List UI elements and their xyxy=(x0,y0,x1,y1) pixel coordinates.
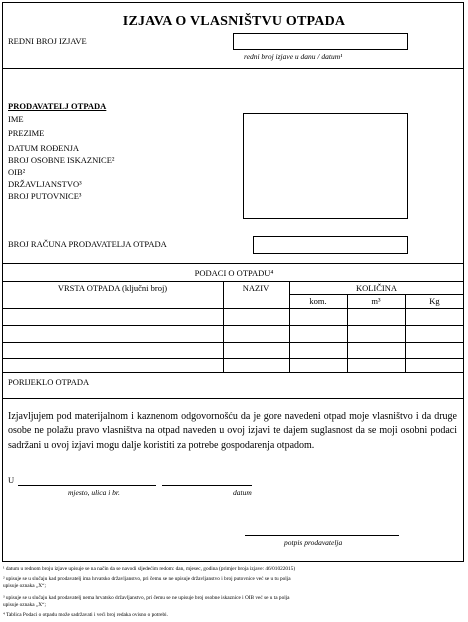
date-line[interactable] xyxy=(162,485,252,486)
redni-broj-hint: redni broj izjave u danu / datum¹ xyxy=(244,52,343,61)
seller-field-drzavljanstvo: DRŽAVLJANSTVO³ xyxy=(8,179,82,189)
divider-3 xyxy=(2,398,464,399)
header-naziv: NAZIV xyxy=(242,283,270,293)
table-subheader-line xyxy=(289,294,464,295)
footnote-2-cont: upisuje oznaka „X“; xyxy=(3,583,46,589)
footnote-3: ³ upisuje se u slučaju kad prodavatelj nema hrvatsko državljanstvo, pri čemu se ne upisuje broj osobne iskaznice i OIB već se u ta polja xyxy=(3,595,290,601)
origin-label: PORIJEKLO OTPADA xyxy=(8,377,90,387)
declaration-text: Izjavljujem pod materijalnom i kaznenom odgovornošću da je gore navedeni otpad moje vlasništvo i da druge osobe ne polažu pravo vlasništva na otpad naveden u ovoj izjavi te dajem suglasnost da se moji osobni podaci sadržani u ovoj izjavi mogu dalje koristiti za potrebe gospodarenja otpadom. xyxy=(8,411,457,451)
header-vrsta-otpada: VRSTA OTPADA (ključni broj) xyxy=(57,283,168,293)
header-kom: kom. xyxy=(309,296,327,306)
table-header-bottom xyxy=(2,308,464,309)
table-col-line-1 xyxy=(223,281,224,372)
date-caption: datum xyxy=(233,488,252,497)
header-kg: Kg xyxy=(429,296,440,306)
seller-field-oib: OIB² xyxy=(8,167,26,177)
place-caption: mjesto, ulica i br. xyxy=(68,488,120,497)
form-frame xyxy=(2,2,464,562)
seller-field-putovnica: BROJ PUTOVNICE³ xyxy=(8,191,82,201)
place-line[interactable] xyxy=(18,485,156,486)
header-kolicina: KOLIČINA xyxy=(355,283,398,293)
footnote-3-cont: upisuje oznaka „X“; xyxy=(3,602,46,608)
seller-photo-box[interactable] xyxy=(243,113,408,219)
form-title: IZJAVA O VLASNIŠTVU OTPADA xyxy=(122,14,346,29)
table-bottom-line xyxy=(2,372,464,373)
account-label: BROJ RAČUNA PRODAVATELJA OTPADA xyxy=(8,239,167,249)
table-top-line xyxy=(2,281,464,282)
footnote-1: ¹ datum u rednom broju izjave upisuje se na način da se navodi sljedećim redom: dan, mjesec, godina (primjer broja izjave: 46/01022015) xyxy=(3,566,296,572)
waste-section-title: PODACI O OTPADU⁴ xyxy=(194,268,274,278)
table-row-line-1 xyxy=(2,325,464,326)
table-row-line-3 xyxy=(2,358,464,359)
seller-field-ime: IME xyxy=(8,114,24,124)
seller-section-label: PRODAVATELJ OTPADA xyxy=(8,101,107,111)
table-col-line-2 xyxy=(289,281,290,372)
seller-field-osobna: BROJ OSOBNE ISKAZNICE² xyxy=(8,155,115,165)
divider-2 xyxy=(2,263,464,264)
account-field[interactable] xyxy=(253,236,408,254)
footnote-2: ² upisuje se u slučaju kad prodavatelj ima hrvatsko državljanstvo, pri čemu se ne upisuje državljanstvo i broj putovnice već se u tu polja xyxy=(3,576,291,582)
seller-field-prezime: PREZIME xyxy=(8,128,45,138)
place-prefix: U xyxy=(8,475,15,485)
table-row-line-2 xyxy=(2,342,464,343)
redni-broj-field[interactable] xyxy=(233,33,408,50)
footnote-4: ⁴ Tablica Podaci o otpadu može sadržavati i veći broj redaka ovisno o potrebi. xyxy=(3,612,168,618)
seller-field-datum-rodenja: DATUM ROĐENJA xyxy=(8,143,80,153)
header-m3: m³ xyxy=(371,296,381,306)
signature-caption: potpis prodavatelja xyxy=(284,538,343,547)
signature-line[interactable] xyxy=(245,535,399,536)
divider-1 xyxy=(2,68,464,69)
redni-broj-label: REDNI BROJ IZJAVE xyxy=(8,36,87,46)
